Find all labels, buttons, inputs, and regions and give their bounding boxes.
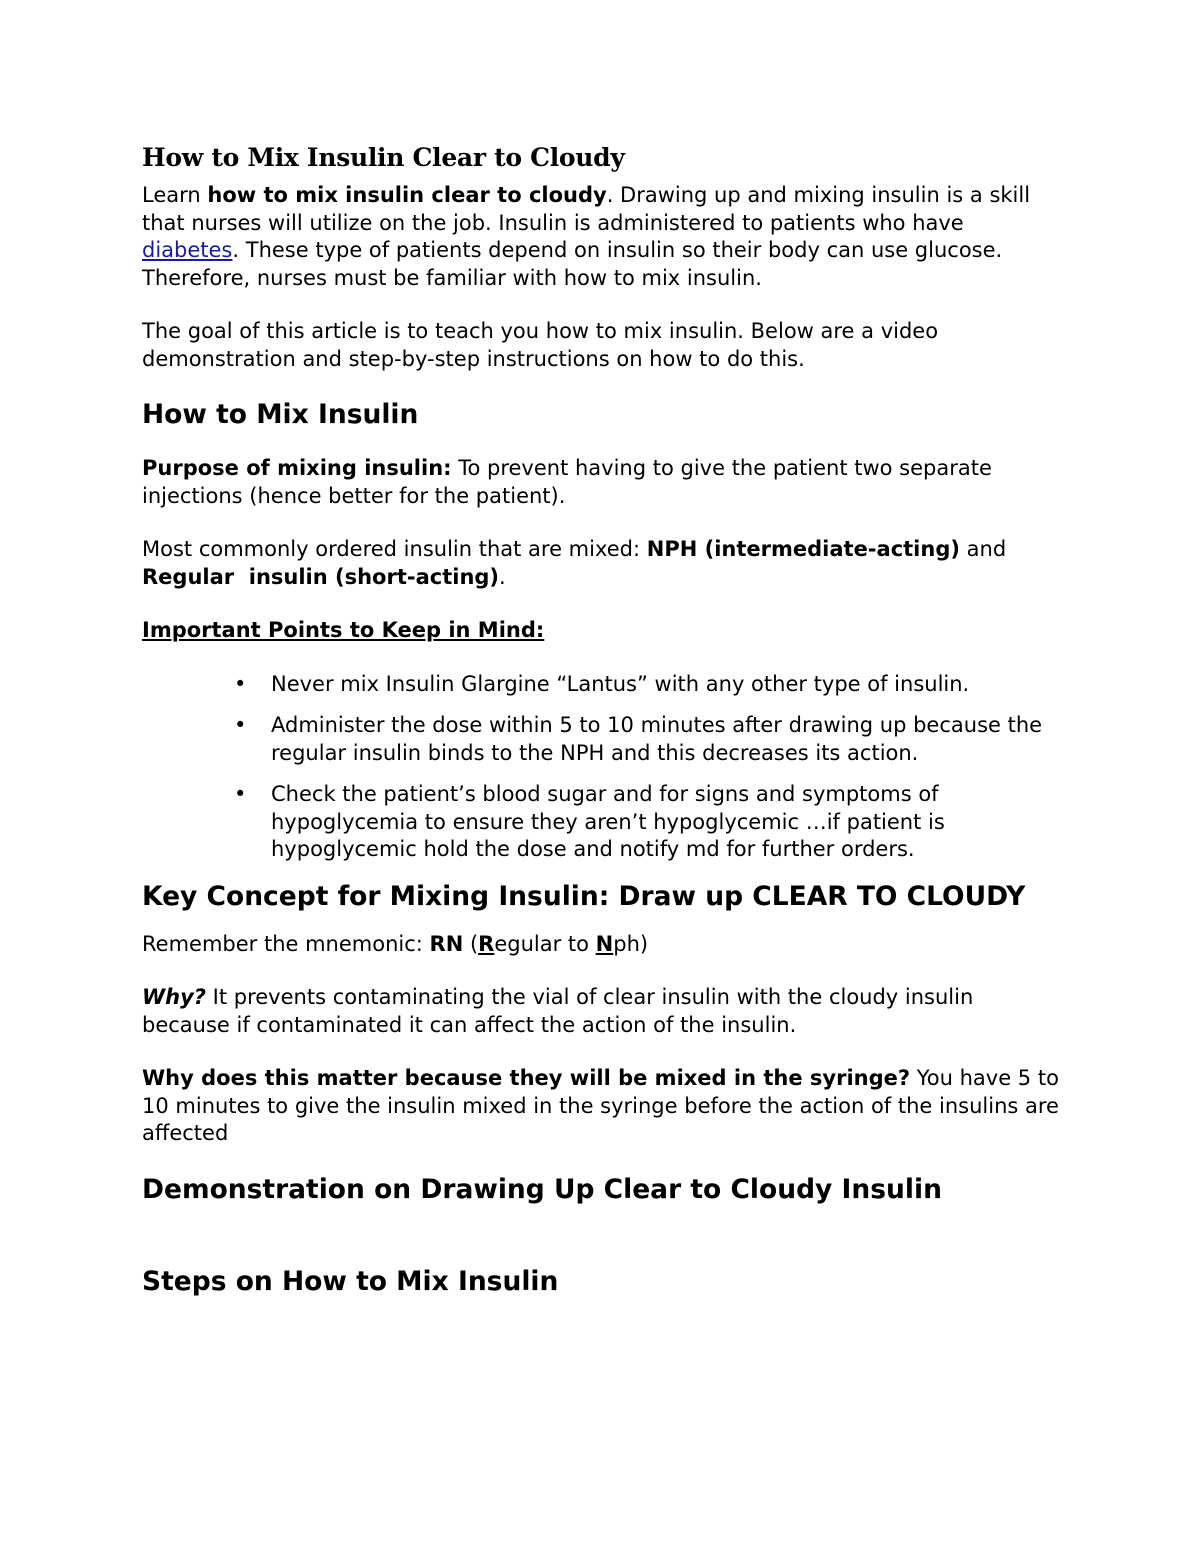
why-text: It prevents contaminating the vial of clear insulin with the cloudy insulin because if contaminated it can affect the action of the insulin.: [142, 985, 974, 1037]
point-text: Administer the dose within 5 to 10 minutes after drawing up because the regular insulin binds to the NPH and this decreases its action.: [271, 713, 1043, 765]
purpose-paragraph: [142, 455, 1062, 510]
why-matter-paragraph: [142, 1065, 1062, 1148]
common-paragraph: [142, 536, 1062, 591]
common-text-3: .: [499, 564, 506, 589]
point-text: Never mix Insulin Glargine “Lantus” with any other type of insulin.: [271, 671, 970, 696]
why-label: Why?: [142, 985, 206, 1009]
mnemonic-r: R: [478, 931, 495, 956]
bullet-icon: •: [234, 713, 247, 737]
mnemonic-open: (: [463, 931, 479, 956]
bullet-icon: •: [234, 671, 247, 696]
mnemonic-rn: RN: [429, 931, 464, 956]
mnemonic-egular: egular to: [494, 931, 596, 956]
goal-paragraph: The goal of this article is to teach you how to mix insulin. Below are a video demonstration and step-by-step instructions on how to do this.: [142, 319, 939, 371]
why-matter-text: You have 5 to 10 minutes to give the insulin mixed in the syringe before the action of the insulins are affected: [142, 1066, 1059, 1145]
intro-text-2: . These type of patients depend on insulin so their body can use glucose. Therefore, nurses must be familiar with how to mix insulin.: [142, 238, 1003, 290]
document-title: How to Mix Insulin Clear to Cloudy: [142, 143, 625, 172]
list-item: [142, 671, 1062, 699]
common-regular: Regular insulin (short-acting): [142, 564, 500, 589]
mnemonic-text: Remember the mnemonic:: [142, 931, 430, 956]
important-heading: Important Points to Keep in Mind:: [142, 618, 545, 642]
heading-steps: Steps on How to Mix Insulin: [142, 1265, 559, 1297]
important-points-list: [142, 671, 1062, 864]
heading-key-concept: Key Concept for Mixing Insulin: Draw up CLEAR TO CLOUDY: [142, 880, 1026, 912]
mnemonic-ph: ph): [613, 931, 649, 956]
heading-demonstration: Demonstration on Drawing Up Clear to Cloudy Insulin: [142, 1173, 942, 1205]
intro-text-1: . Drawing up and mixing insulin is a skill that nurses will utilize on the job. Insulin is administered to patients who have: [142, 183, 1031, 235]
point-text: Check the patient’s blood sugar and for signs and symptoms of hypoglycemia to ensure they aren’t hypoglycemic …if patient is hypoglycemic hold the dose and notify md for further orders.: [271, 782, 945, 861]
list-item: [142, 781, 1062, 864]
list-item: [142, 712, 1062, 767]
common-text-1: Most commonly ordered insulin that are mixed:: [142, 537, 647, 561]
intro-learn: Learn: [142, 183, 208, 207]
why-paragraph: [142, 984, 1062, 1039]
mnemonic-paragraph: [142, 931, 1062, 959]
purpose-text: To prevent having to give the patient two separate injections (hence better for the patient).: [142, 456, 992, 508]
bullet-icon: •: [234, 782, 247, 806]
why-matter-label: Why does this matter because they will be mixed in the syringe?: [142, 1066, 911, 1090]
heading-how-to-mix: How to Mix Insulin: [142, 399, 419, 430]
common-nph: NPH (intermediate-acting): [646, 537, 960, 561]
common-text-2: and: [959, 537, 1007, 561]
important-label: [142, 617, 1062, 645]
purpose-label: Purpose of mixing insulin:: [142, 456, 452, 480]
mnemonic-n: N: [595, 931, 614, 956]
intro-bold: how to mix insulin clear to cloudy: [207, 183, 607, 207]
diabetes-link[interactable]: diabetes: [142, 238, 233, 262]
intro-paragraph: [142, 182, 1062, 292]
document-page: [142, 140, 1062, 1298]
